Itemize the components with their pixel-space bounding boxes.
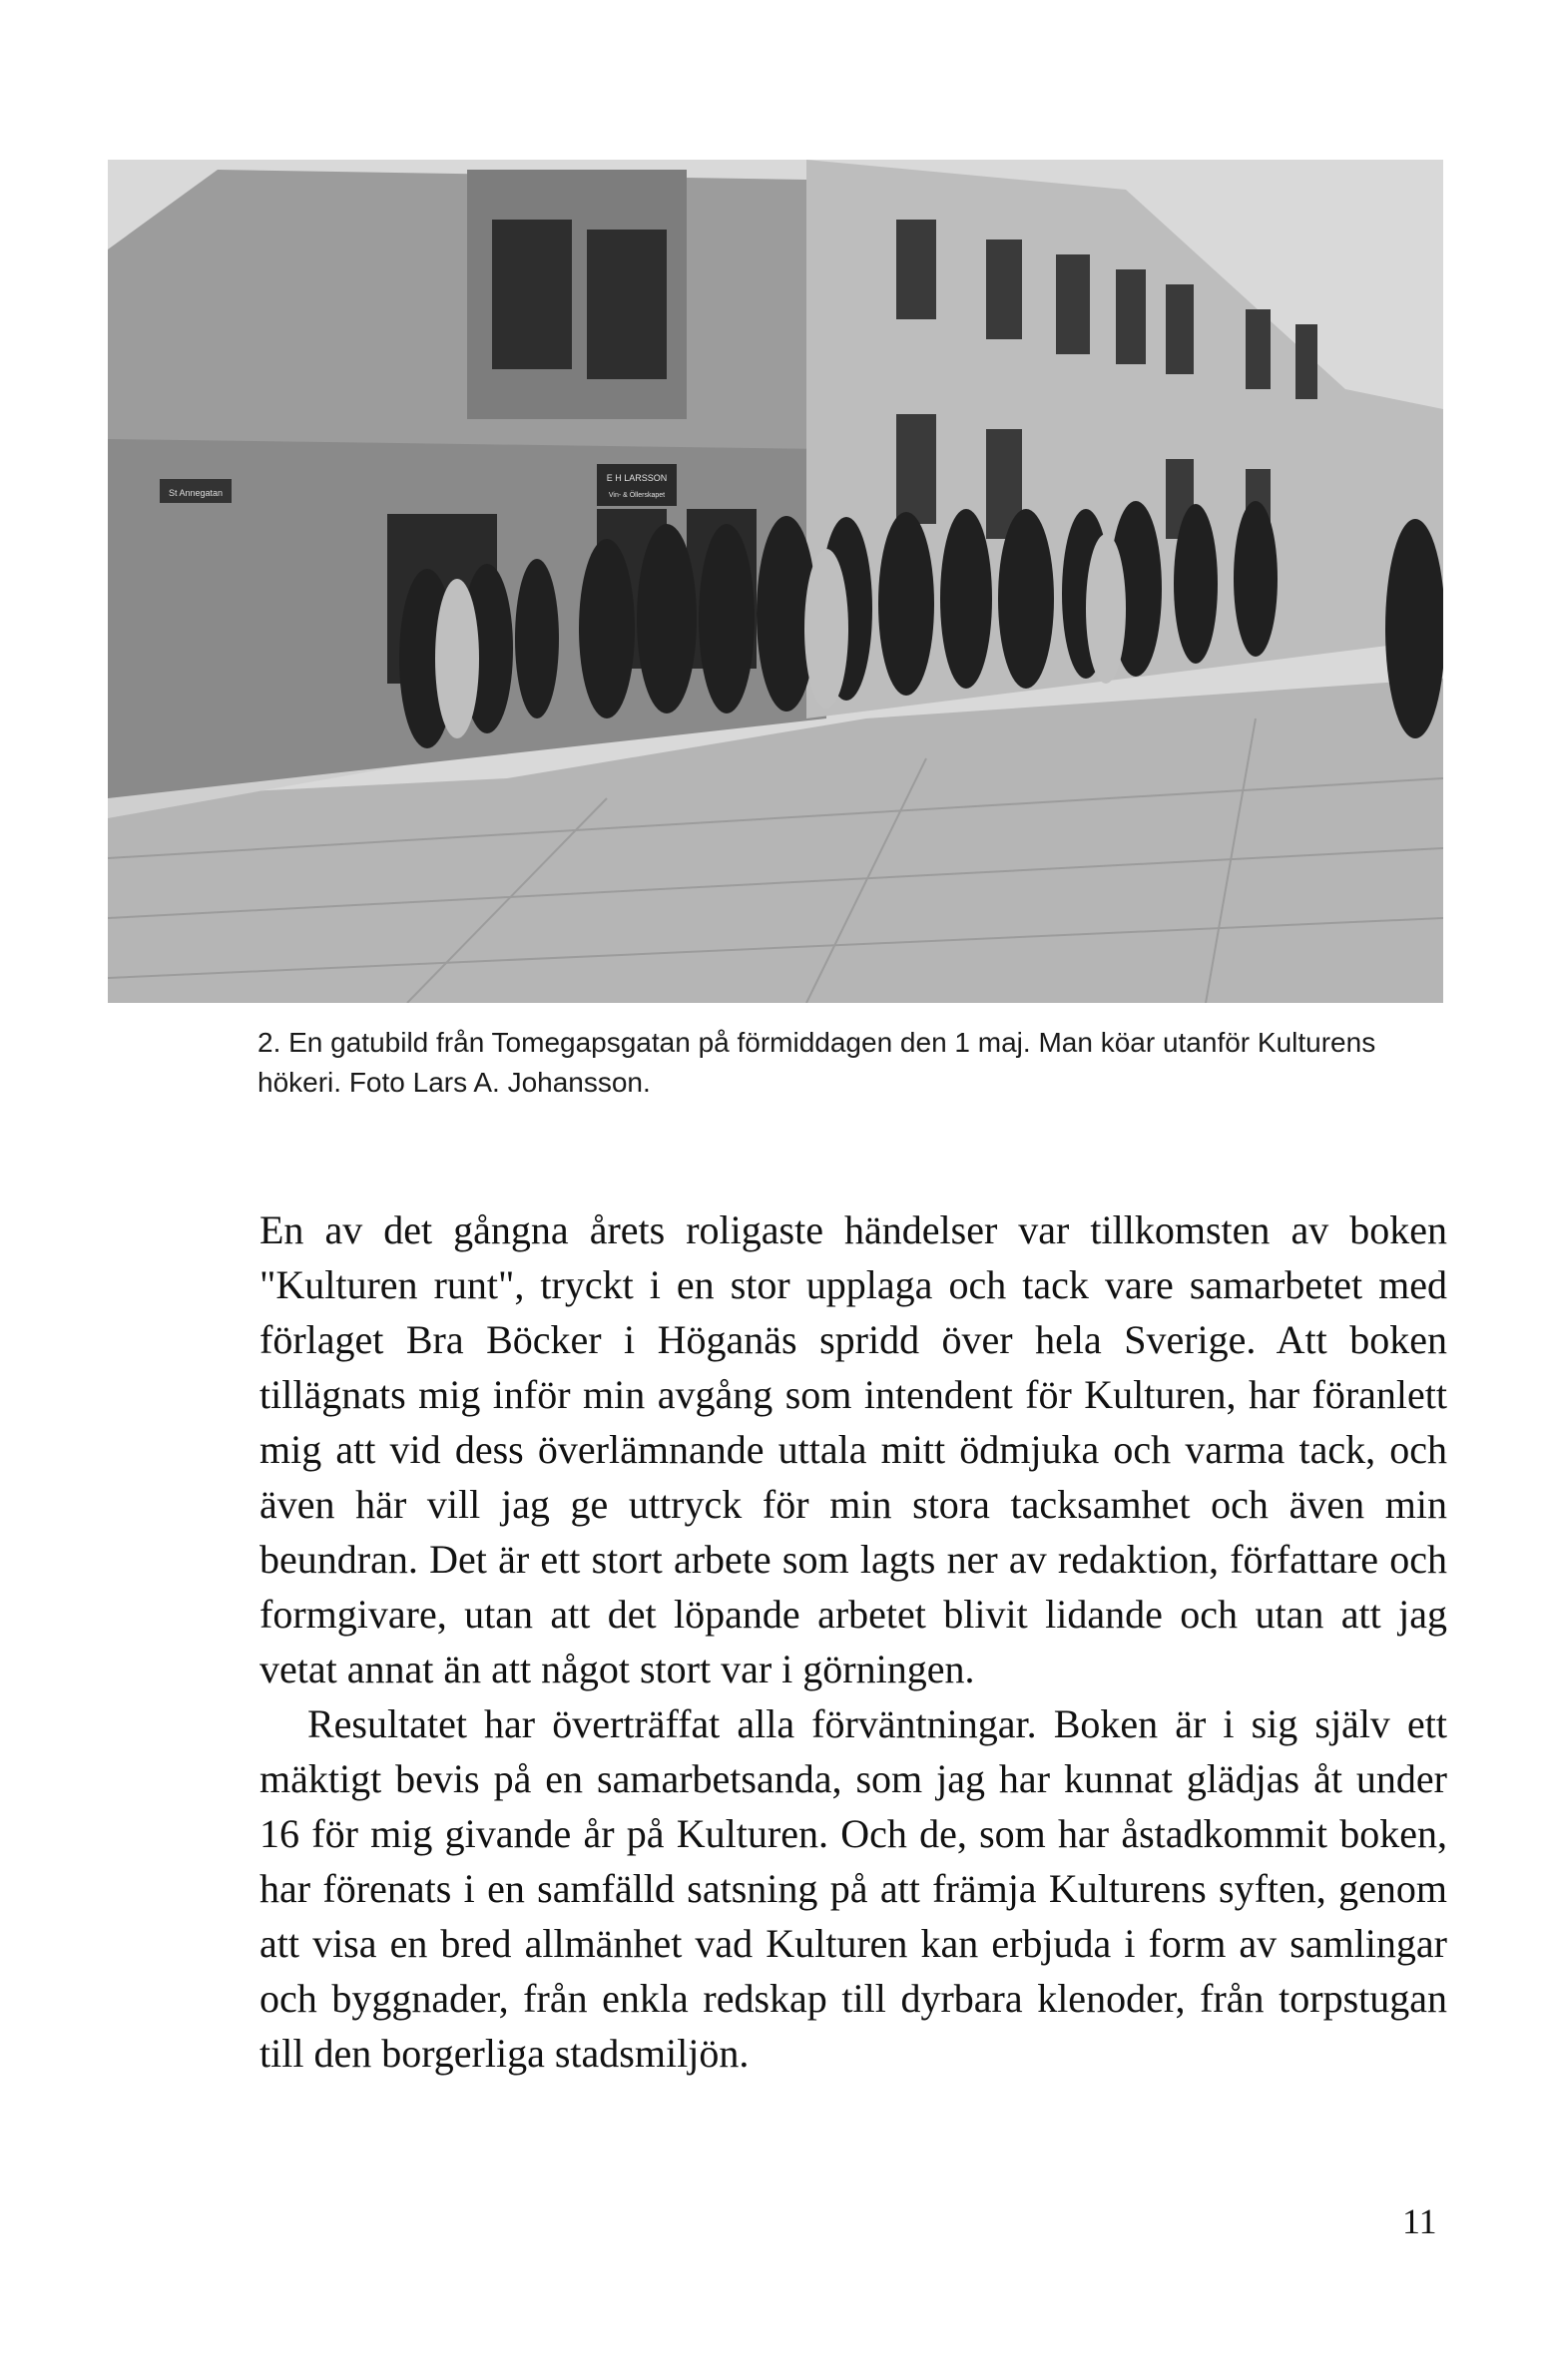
photo-caption: 2. En gatubild från Tomegapsgatan på förmiddagen den 1 maj. Man köar utanför Kulturens hökeri. Foto Lars A. Johansson. bbox=[258, 1027, 1376, 1098]
page-number: 11 bbox=[1402, 2201, 1437, 2241]
street-photograph bbox=[108, 160, 1443, 1003]
body-text bbox=[259, 1202, 1447, 2081]
paragraph: En av det gångna årets roligaste händelser var tillkomsten av boken "Kulturen runt", tryckt i en stor upplaga och tack vare samarbetet med förlaget Bra Böcker i Höganäs spridd över hela Sverige. Att boken tillägnats mig inför min avgång som intendent för Kulturen, har föranlett mig att vid dess överlämnande uttala mitt ödmjuka och varma tack, och även här vill jag ge uttryck för min stora tacksamhet och även min beundran. Det är ett stort arbete som lagts ner av redaktion, författare och formgivare, utan att det löpande arbetet blivit lidande och utan att jag vetat annat än att något stort var i görningen. bbox=[259, 1207, 1447, 1691]
paragraph: Resultatet har överträffat alla förväntningar. Boken är i sig själv ett mäktigt bevis på en samarbetsanda, som jag har kunnat glädjas åt under 16 för mig givande år på Kulturen. Och de, som har åstadkommit boken, har förenats i en samfälld satsning på att främja Kulturens syften, genom att visa en bred allmänhet vad Kulturen kan erbjuda i form av samlingar och byggnader, från enkla redskap till dyrbara klenoder, från torpstugan till den borgerliga stadsmiljön. bbox=[259, 1701, 1447, 2076]
street-sign-text: St Annegatan bbox=[168, 488, 224, 498]
shop-sign-subtext: Vin- & Öllerskapet bbox=[608, 492, 666, 499]
shop-sign-text: E H LARSSON bbox=[606, 473, 668, 483]
